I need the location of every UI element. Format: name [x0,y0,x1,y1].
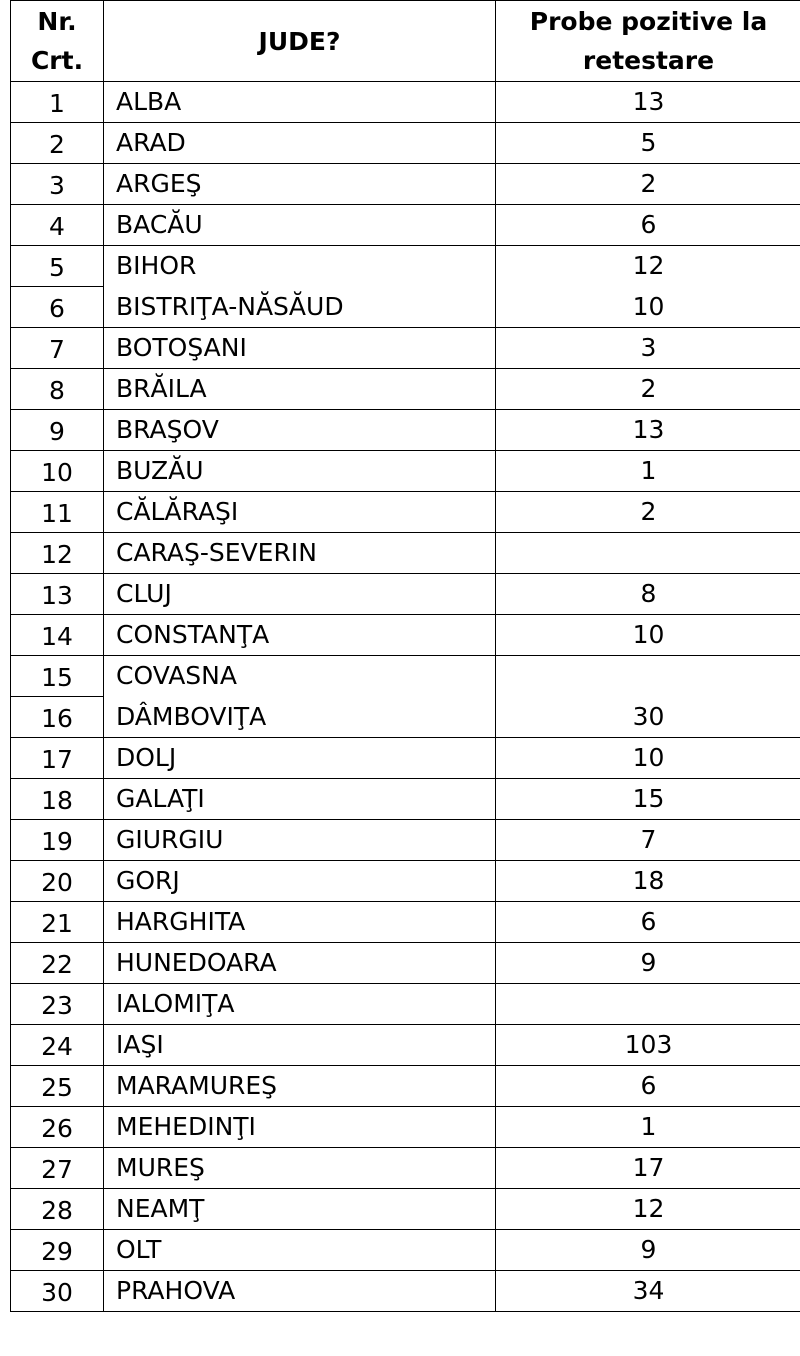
row-number: 2 [11,123,104,164]
row-number: 6 [11,287,104,328]
table-row [11,533,800,574]
positive-retest-count: 9 [496,943,800,984]
positive-retest-count: 12 [496,1189,800,1230]
row-number: 23 [11,984,104,1025]
table-row [11,656,800,697]
county-name: PRAHOVA [104,1271,496,1312]
county-name: MEHEDINŢI [104,1107,496,1148]
row-number: 1 [11,82,104,123]
table-row [11,205,800,246]
row-number: 17 [11,738,104,779]
county-name: BRĂILA [104,369,496,410]
row-number: 25 [11,1066,104,1107]
positive-retest-count: 13 [496,410,800,451]
table-row [11,1107,800,1148]
table-row [11,574,800,615]
positive-retest-count: 10 [496,287,800,328]
county-name: BACĂU [104,205,496,246]
county-name: DOLJ [104,738,496,779]
county-name: HUNEDOARA [104,943,496,984]
table-row [11,943,800,984]
positive-retest-count: 10 [496,738,800,779]
county-name: NEAMŢ [104,1189,496,1230]
county-name: CONSTANŢA [104,615,496,656]
positive-retest-count: 9 [496,1230,800,1271]
row-number: 10 [11,451,104,492]
row-number: 9 [11,410,104,451]
row-number: 12 [11,533,104,574]
row-number: 11 [11,492,104,533]
positive-retest-count: 7 [496,820,800,861]
positive-retest-count: 13 [496,82,800,123]
table-row [11,123,800,164]
county-name: IAŞI [104,1025,496,1066]
table-row [11,861,800,902]
county-name: BOTOŞANI [104,328,496,369]
positive-retest-count: 1 [496,451,800,492]
positive-retest-count: 5 [496,123,800,164]
positive-retest-count: 6 [496,902,800,943]
row-number: 24 [11,1025,104,1066]
row-number: 3 [11,164,104,205]
positive-retest-count: 18 [496,861,800,902]
table-row [11,164,800,205]
positive-retest-count: 3 [496,328,800,369]
table-row [11,287,800,328]
county-name: BIHOR [104,246,496,287]
row-number: 22 [11,943,104,984]
positive-retest-count: 6 [496,205,800,246]
county-name: BRAŞOV [104,410,496,451]
positive-retest-count [496,984,800,1025]
table-row [11,779,800,820]
positive-retest-count: 2 [496,369,800,410]
county-name: ARAD [104,123,496,164]
table-row [11,1025,800,1066]
table-row [11,410,800,451]
positive-retest-count: 8 [496,574,800,615]
positive-retest-count [496,533,800,574]
positive-retest-count: 2 [496,492,800,533]
row-number: 21 [11,902,104,943]
table-row [11,82,800,123]
county-name: BUZĂU [104,451,496,492]
row-number: 18 [11,779,104,820]
table-row [11,492,800,533]
table-row [11,1148,800,1189]
positive-retest-count: 34 [496,1271,800,1312]
table-row [11,451,800,492]
county-name: ALBA [104,82,496,123]
header-value: Probe pozitive la retestare [496,1,800,82]
county-name: ARGEŞ [104,164,496,205]
county-name: OLT [104,1230,496,1271]
county-name: HARGHITA [104,902,496,943]
row-number: 5 [11,246,104,287]
row-number: 4 [11,205,104,246]
county-name: CARAŞ-SEVERIN [104,533,496,574]
county-table [10,0,800,1312]
positive-retest-count [496,656,800,697]
table-body [11,82,800,1312]
table-row [11,1230,800,1271]
table-row [11,328,800,369]
row-number: 20 [11,861,104,902]
positive-retest-count: 17 [496,1148,800,1189]
positive-retest-count: 6 [496,1066,800,1107]
positive-retest-count: 103 [496,1025,800,1066]
row-number: 29 [11,1230,104,1271]
table-row [11,1271,800,1312]
table-row [11,697,800,738]
row-number: 26 [11,1107,104,1148]
table-row [11,902,800,943]
table-row [11,1189,800,1230]
county-name: COVASNA [104,656,496,697]
table-row [11,615,800,656]
positive-retest-count: 30 [496,697,800,738]
positive-retest-count: 15 [496,779,800,820]
header-row [11,1,800,82]
row-number: 14 [11,615,104,656]
county-name: MARAMUREŞ [104,1066,496,1107]
positive-retest-count: 10 [496,615,800,656]
table-row [11,1066,800,1107]
table-header [11,1,800,82]
county-name: CLUJ [104,574,496,615]
table-row [11,984,800,1025]
header-nr: Nr. Crt. [11,1,104,82]
row-number: 30 [11,1271,104,1312]
county-name: IALOMIŢA [104,984,496,1025]
row-number: 19 [11,820,104,861]
positive-retest-count: 12 [496,246,800,287]
table-row [11,820,800,861]
county-name: MUREŞ [104,1148,496,1189]
row-number: 16 [11,697,104,738]
positive-retest-count: 2 [496,164,800,205]
county-name: BISTRIŢA-NĂSĂUD [104,287,496,328]
row-number: 7 [11,328,104,369]
row-number: 8 [11,369,104,410]
county-name: DÂMBOVIŢA [104,697,496,738]
county-name: GORJ [104,861,496,902]
county-name: GALAŢI [104,779,496,820]
table-row [11,246,800,287]
header-judet: JUDE? [104,1,496,82]
row-number: 13 [11,574,104,615]
table-row [11,369,800,410]
county-name: CĂLĂRAŞI [104,492,496,533]
positive-retest-count: 1 [496,1107,800,1148]
row-number: 28 [11,1189,104,1230]
row-number: 15 [11,656,104,697]
county-name: GIURGIU [104,820,496,861]
row-number: 27 [11,1148,104,1189]
table-row [11,738,800,779]
